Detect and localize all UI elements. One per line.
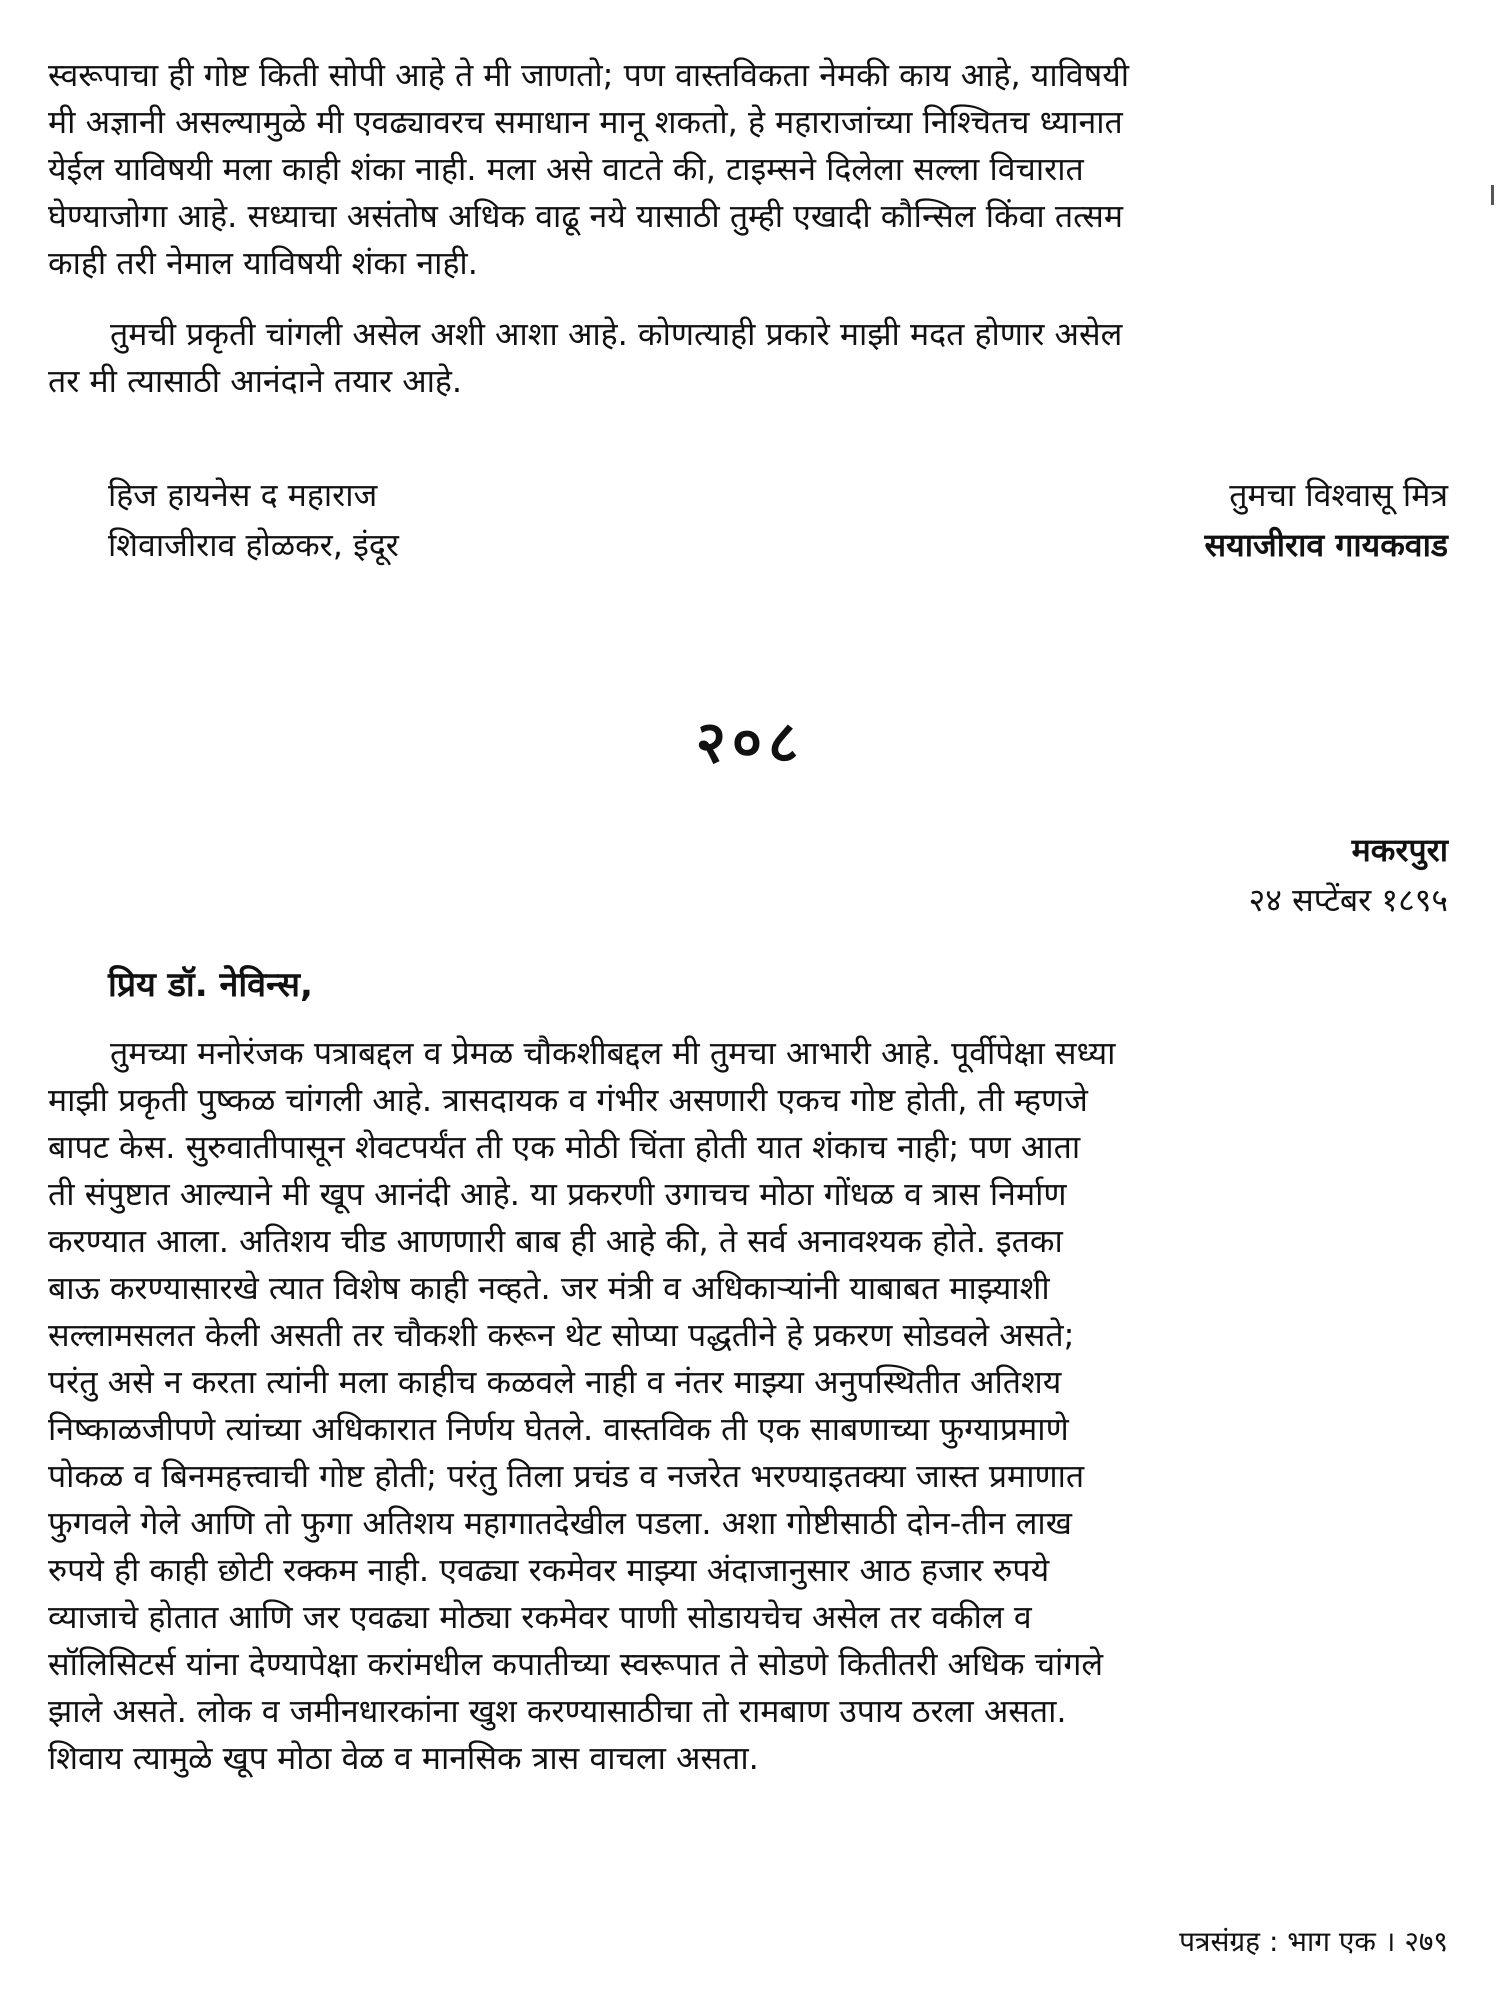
letter-number: २०८ (695, 708, 805, 776)
text-line: शिवाय त्यामुळे खूप मोठा वेळ व मानसिक त्रास वाचला असता. (48, 1739, 759, 1777)
book-title: पत्रसंग्रह : भाग एक (1179, 1925, 1376, 1958)
text-line: बापट केस. सुरुवातीपासून शेवटपर्यंत ती एक मोठी चिंता होती यात शंकाच नाही; पण आता (48, 1128, 1081, 1166)
text-line: मी अज्ञानी असल्यामुळे मी एवढ्यावरच समाधान मानू शकतो, हे महाराजांच्या निश्चितच ध्यानात (48, 103, 1123, 141)
text-line: परंतु असे न करता त्यांनी मला काहीच कळवले नाही व नंतर माझ्या अनुपस्थितीत अतिशय (48, 1363, 1062, 1401)
text-line: येईल याविषयी मला काही शंका नाही. मला असे वाटते की, टाइम्सने दिलेला सल्ला विचारात (48, 150, 1084, 188)
salutation: प्रिय डॉ. नेविन्स, (108, 965, 313, 1005)
prev-letter-paragraph-1 (48, 52, 1448, 287)
text-line: घेण्याजोगा आहे. सध्याचा असंतोष अधिक वाढू नये यासाठी तुम्ही एखादी कौन्सिल किंवा तत्सम (48, 197, 1124, 235)
letter-body (48, 1030, 1448, 1782)
page-footer (1179, 1922, 1448, 1960)
text-line: तुमची प्रकृती चांगली असेल अशी आशा आहे. कोणत्याही प्रकारे माझी मदत होणार असेल (110, 315, 1123, 353)
signature: सयाजीराव गायकवाड (1204, 526, 1448, 564)
text-line: झाले असते. लोक व जमीनधारकांना खुश करण्यासाठीचा तो रामबाण उपाय ठरला असता. (48, 1692, 1067, 1730)
text-line: काही तरी नेमाल याविषयी शंका नाही. (48, 244, 478, 282)
page-number: २७९ (1404, 1925, 1448, 1958)
text-line: स्वरूपाचा ही गोष्ट किती सोपी आहे ते मी जाणतो; पण वास्तविकता नेमकी काय आहे, याविषयी (48, 56, 1130, 94)
addressee-line-2: शिवाजीराव होळकर, इंदूर (108, 526, 399, 564)
text-line: निष्काळजीपणे त्यांच्या अधिकारात निर्णय घेतले. वास्तविक ती एक साबणाच्या फुग्याप्रमाणे (48, 1410, 1069, 1448)
place-date-block (1249, 825, 1448, 925)
text-line: तुमच्या मनोरंजक पत्राबद्दल व प्रेमळ चौकशीबद्दल मी तुमचा आभारी आहे. पूर्वीपेक्षा सध्या (110, 1034, 1116, 1072)
text-line: व्याजाचे होतात आणि जर एवढ्या मोठ्या रकमेवर पाणी सोडायचेच असेल तर वकील व (48, 1598, 1032, 1636)
text-line: पोकळ व बिनमहत्त्वाची गोष्ट होती; परंतु तिला प्रचंड व नजरेत भरण्याइतक्या जास्त प्रमाणात (48, 1457, 1085, 1495)
text-line: रुपये ही काही छोटी रक्कम नाही. एवढ्या रकमेवर माझ्या अंदाजानुसार आठ हजार रुपये (48, 1551, 1050, 1589)
text-line: फुगवले गेले आणि तो फुगा अतिशय महागातदेखील पडला. अशा गोष्टीसाठी दोन-तीन लाख (48, 1504, 1072, 1542)
letter-date: २४ सप्टेंबर १८९५ (1248, 881, 1448, 919)
text-line: करण्यात आला. अतिशय चीड आणणारी बाब ही आहे की, ते सर्व अनावश्यक होते. इतका (48, 1222, 1063, 1260)
text-line: ती संपुष्टात आल्याने मी खूप आनंदी आहे. या प्रकरणी उगाचच मोठा गोंधळ व त्रास निर्माण (48, 1175, 1067, 1213)
text-line: बाऊ करण्यासारखे त्यात विशेष काही नव्हते. जर मंत्री व अधिकाऱ्यांनी याबाबत माझ्याशी (48, 1269, 1050, 1307)
letter-place: मकरपुरा (1351, 831, 1448, 869)
closing: तुमचा विश्वासू मित्र (1229, 476, 1448, 514)
footer-separator: । (1384, 1925, 1396, 1958)
signature-block (1205, 470, 1448, 570)
prev-letter-paragraph-2 (48, 311, 1448, 405)
addressee-block (108, 470, 399, 570)
text-line: सॉलिसिटर्स यांना देण्यापेक्षा करांमधील कपातीच्या स्वरूपात ते सोडणे कितीतरी अधिक चांगले (48, 1645, 1104, 1683)
margin-mark (1491, 185, 1494, 205)
text-line: तर मी त्यासाठी आनंदाने तयार आहे. (48, 362, 463, 400)
text-line: माझी प्रकृती पुष्कळ चांगली आहे. त्रासदायक व गंभीर असणारी एकच गोष्ट होती, ती म्हणजे (48, 1081, 1088, 1119)
text-line: सल्लामसलत केली असती तर चौकशी करून थेट सोप्या पद्धतीने हे प्रकरण सोडवले असते; (48, 1316, 1075, 1354)
addressee-line-1: हिज हायनेस द महाराज (108, 476, 378, 514)
